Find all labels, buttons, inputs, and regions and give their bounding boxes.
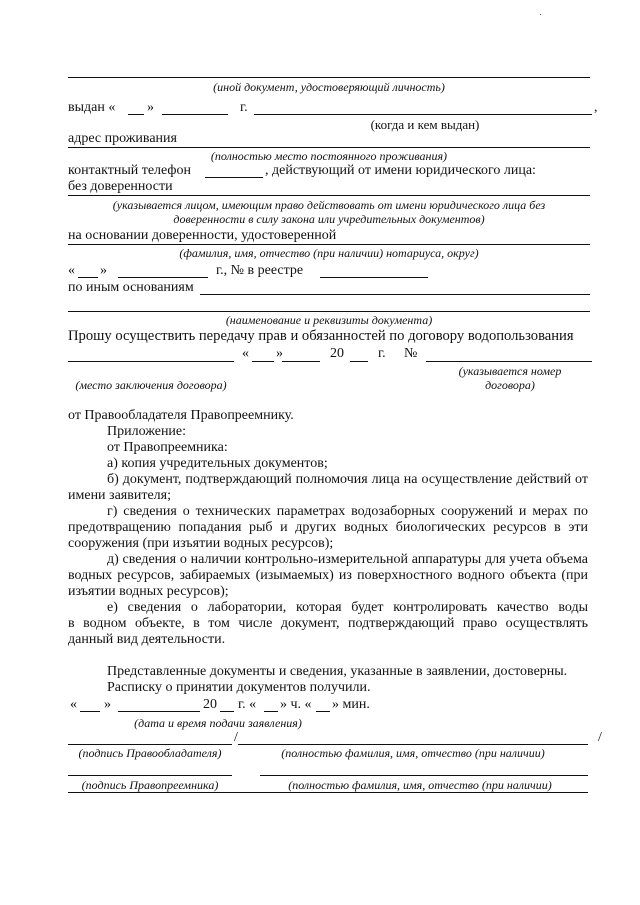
successor-name-caption: (полностью фамилия, имя, отчество (при наличии) (288, 778, 552, 792)
poa-basis-label: на основании доверенности, удостоверенной (68, 228, 337, 243)
issued-year-suffix: г. (240, 100, 248, 115)
appendix-item-a: а) копия учредительных документов; (107, 456, 328, 471)
address-caption: (полностью место постоянного проживания) (210, 149, 448, 163)
date-open-quote: « (70, 697, 77, 712)
contract-day-line (252, 361, 274, 362)
identity-document-line (68, 77, 590, 78)
appendix-item-e-line-1: е) сведения о лаборатории, которая будет контролировать качество воды (107, 600, 588, 615)
registry-close-quote: » (100, 263, 107, 278)
holder-end-slash: / (598, 730, 602, 745)
contract-place-line (68, 361, 234, 362)
date-minutes-label: » мин. (332, 697, 370, 712)
appendix-item-g-line-3: сооружения (при изъятии водных ресурсов); (68, 536, 334, 551)
date-rest: г. « (238, 697, 257, 712)
contract-place-caption: (место заключения договора) (75, 378, 227, 392)
document-name-caption: (наименование и реквизиты документа) (225, 313, 433, 327)
appendix-item-d-line-2: водных ресурсов, забираемых (изымаемых) из поверхностного водного объекта (при (68, 568, 588, 583)
successor-signature-caption: (подпись Правопреемника) (81, 778, 219, 792)
other-grounds-label: по иным основаниям (68, 280, 194, 295)
holder-name-caption: (полностью фамилия, имя, отчество (при наличии) (281, 746, 545, 760)
appendix-item-d-line-3: изъятии водных ресурсов); (68, 584, 229, 599)
successor-name-line (260, 775, 588, 776)
date-hours-line (264, 711, 278, 712)
date-year: 20 (203, 697, 217, 712)
registry-day-line (78, 277, 98, 278)
successor-signature-line (68, 775, 232, 776)
receipt-received: Расписку о принятии документов получили. (107, 680, 371, 695)
scan-speck (540, 14, 541, 15)
appendix-item-e-line-2: в водном объекте, в том числе документ, подтверждающий право осуществлять (68, 616, 588, 631)
issued-by-caption: (когда и кем выдан) (370, 117, 480, 132)
statement-valid: Представленные документы и сведения, указанные в заявлении, достоверны. (107, 664, 568, 679)
registry-open-quote: « (68, 263, 75, 278)
person-caption-line-2: доверенности в силу закона или учредительных документов) (173, 212, 485, 226)
other-grounds-line (200, 294, 590, 295)
registry-month-line (118, 277, 208, 278)
date-month-line (118, 711, 200, 712)
holder-signature-line (68, 744, 232, 745)
holder-slash: / (234, 730, 238, 745)
phone-suffix: , действующий от имени юридического лица: (265, 163, 536, 178)
appendix-item-g-line-2: предотвращению попадания рыб и других водных биологических ресурсов в эти (68, 520, 588, 535)
registry-number-line (320, 277, 428, 278)
date-minutes-line (316, 711, 330, 712)
person-caption-line-1: (указывается лицом, имеющим право действовать от имени юридического лица без (112, 198, 546, 212)
appendix-item-e-line-3: данный вид деятельности. (68, 632, 226, 647)
issued-comma: , (594, 100, 598, 115)
contract-year: 20 (330, 346, 344, 361)
contract-year-suffix: г. (378, 346, 386, 361)
from-holder-text: от Правообладателя Правопреемнику. (68, 408, 294, 423)
notary-line (68, 244, 590, 245)
contract-year-line (350, 361, 368, 362)
contract-number-line (426, 361, 592, 362)
appendix-item-b-line-2: имени заявителя; (68, 488, 171, 503)
date-day-line (80, 711, 100, 712)
issued-by-line (254, 114, 592, 115)
document-name-line (68, 311, 590, 312)
holder-signature-caption: (подпись Правообладателя) (78, 746, 222, 760)
contract-number-caption-line-1: (указывается номер (458, 364, 562, 378)
from-successor-label: от Правопреемника: (107, 440, 228, 455)
date-close-quote: » (104, 697, 111, 712)
issued-label: выдан « (68, 100, 116, 115)
address-label: адрес проживания (68, 131, 177, 146)
date-year-line (220, 711, 234, 712)
identity-document-caption: (иной документ, удостоверяющий личность) (213, 80, 445, 94)
appendix-item-b-line-1: б) документ, подтверждающий полномочия лица на осуществление действий от (107, 472, 588, 487)
without-poa-label: без доверенности (68, 179, 173, 194)
contract-number-sign: № (404, 346, 418, 361)
person-line (68, 195, 590, 196)
issued-day-close: » (147, 100, 154, 115)
contract-number-caption-line-2: договора) (485, 378, 535, 392)
appendix-label: Приложение: (107, 424, 187, 439)
issued-day-line (128, 114, 144, 115)
contract-close-quote: » (276, 346, 283, 361)
phone-line (205, 177, 263, 178)
phone-label: контактный телефон (68, 163, 191, 178)
registry-text: г., № в реестре (216, 263, 304, 278)
issued-month-line (162, 114, 228, 115)
contract-month-line (282, 361, 320, 362)
notary-caption: (фамилия, имя, отчество (при наличии) нотариуса, округ) (179, 246, 479, 260)
address-line (68, 147, 590, 148)
request-text: Прошу осуществить передачу прав и обязанностей по договору водопользования (68, 328, 574, 344)
appendix-item-g-line-1: г) сведения о технических параметрах водозаборных сооружений и мерах по (107, 504, 588, 519)
appendix-item-d-line-1: д) сведения о наличии контрольно-измерительной аппаратуры для учета объема (107, 552, 588, 567)
holder-name-line (238, 744, 588, 745)
contract-open-quote: « (242, 346, 249, 361)
successor-caption-underline (68, 792, 588, 793)
date-caption: (дата и время подачи заявления) (134, 716, 302, 730)
date-hours-label: » ч. « (280, 697, 312, 712)
